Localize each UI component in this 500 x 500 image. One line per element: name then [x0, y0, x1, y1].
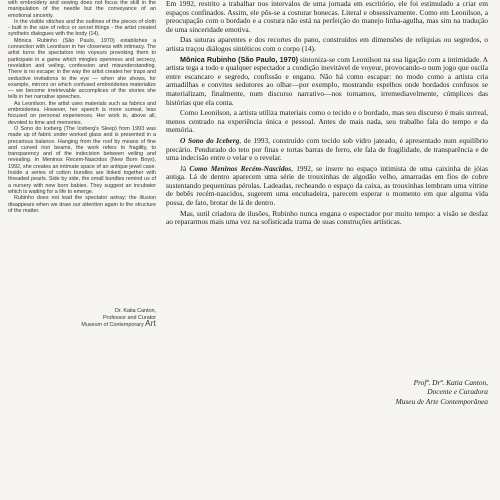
english-paragraph: Mônica Rubinho (São Paulo, 1970) establishes a connection with Leonilson in her closeness with intimacy. The artist turns the spectators into voyeurs provoking them to participate in a game which mingles openness and secrecy, revelation and veiling, confession and misunderstanding. There is no escape: in the way the artist creates her traps and seductive invitations to the eye — when she shows, for example, mirrors on which confused embroideries materialize — we become irretrievable accomplices of the stories she tells in her narrative speeches.: [8, 37, 156, 101]
artwork-title: O Sono do Iceberg: [180, 135, 240, 145]
signature-name: Profª. Drª. Katia Canton,: [413, 378, 488, 387]
portuguese-paragraph: Já Como Meninos Recém-Nascidos, 1992, se insere no espaço intimista de uma caixinha de jóias antiga. Lá de dentro aparecem uma série de trouxinhas de algodão velho, amarradas em fios de cobre sustentando pequeninas pérolas. Ladeadas, recheando o espaço da caixa, as trouxinhas lembram uma vitrine de bebês recém-nascidos, sugerem uma encubadeira, parecem esperar o momento em que alguma vida possa, de fato, brotar de lá de dentro.: [166, 163, 488, 208]
portuguese-paragraph: Em 1992, restrito a trabalhar nos intervalos de uma jornada em escritório, ele foi estimulado a criar em espaços confinados. Assim, ele pôs-se a costurar bonecas. Literal e obsessivamente. Como em Leonilson, a preocupação com o bordado e a costura não está na perfeição do manejo linha-agulha, mas sim na tradução de uma sinceridade emotiva.: [166, 0, 488, 34]
signature-title: Professor and Curator: [102, 314, 156, 321]
signature-institution: Museu de Arte Contemporânea: [395, 396, 488, 406]
portuguese-paragraph: O Sono do Iceberg, de 1993, construído com tecido sob vidro jateado, é apresentado num equilíbrio precário. Pendurado do teto por finas e tortas barras de ferro, ele fala de fragilidade, de transparência e de uma indecisão entre o velar e o revelar.: [166, 135, 488, 163]
english-paragraph: O Sono do Iceberg (The Iceberg's Sleep) from 1993 was made up of fabric under worked glass and is presented in a precarious balance. Hanging from the roof by means of fine and curved iron beams, the work refers to fragility, to transparency and of the indecision between veiling and revealing. In Meninos Recém-Nascidos (New Born Boys), 1992, she creates an intimate space of an antique jewel case. Inside a series of cotton bundles are linked together with threaded pearls. Side by side, the small bundles remind us of a nursery with new born babies. They suggest an incubator which is waiting for a life to emerge.: [8, 125, 156, 195]
portuguese-column: [166, 0, 488, 360]
signature-name: Dr. Katia Canton,: [114, 308, 156, 314]
artwork-title: Como Meninos Recém-Nascidos: [189, 163, 292, 173]
portuguese-paragraph: Das suturas aparentes e dos recortes do pano, construídos em dimensões de relíquias ou segredos, o artista traçou diálogos sintéticos com o corpo (14).: [166, 35, 488, 53]
signature-institution: Museum of Contemporary Art: [81, 319, 156, 329]
english-column: [8, 0, 156, 330]
portuguese-paragraph: Como Leonilson, a artista utiliza materiais como o tecido e o bordado, mas seu discurso é mais surreal, menos centrado na experiência única e pessoal. Antes de mais nada, seu trabalho fala do tempo e da memória.: [166, 108, 488, 135]
english-paragraph: Rubinho does not lead the spectator astray; the illusion disappears when we draw our attention again to the structure of the matter.: [8, 195, 156, 214]
english-paragraph: As Leonilson, the artist uses materials such as fabrics and embroideries. However, her speech is more surreal, less focused on personal experiences. Her work is, above all, devoted to time and memories.: [8, 100, 156, 126]
signature-title: Docente e Curadora: [427, 387, 488, 397]
portuguese-paragraph: Mas, sutil criadora de ilusões, Rubinho nunca engana o espectador por muito tempo: a visão se desfaz ao repararmos mais uma vez na sofisticada trama de suas construções artísticas.: [166, 208, 488, 227]
english-signature: [8, 308, 156, 329]
english-paragraph: In the visible stitches and the outlines of the pieces of cloth - built in the size of relics or secret things - the artist created synthetic dialogues with the body (14).: [8, 18, 156, 38]
portuguese-signature: [288, 378, 488, 406]
english-paragraph: with embroidery and sewing does not focus the skill in the manipulation of the needle but the conveyance of an emotional sincerity.: [8, 0, 156, 19]
portuguese-paragraph: Mônica Rubinho (São Paulo, 1970) sintoniza-se com Leonilson na sua ligação com a intimidade. A artista tega a todo e qualquer espectador a condição inevitável de voyeur, provocando-o num jogo que oscila entre escancaro e segredo, confissão e engano. Não há como escapar: no modo como a artista cria armadilhas e convites sedutores ao olhar—por exemplo, mostrando espelhos onde bordados confusos se materializam, finalmente, num discurso narrativo—nos tornamos, irremediavelmente, cúmplices das histórias que ela conta.: [166, 54, 488, 107]
artist-name: Mônica Rubinho (São Paulo, 1970): [180, 54, 298, 64]
